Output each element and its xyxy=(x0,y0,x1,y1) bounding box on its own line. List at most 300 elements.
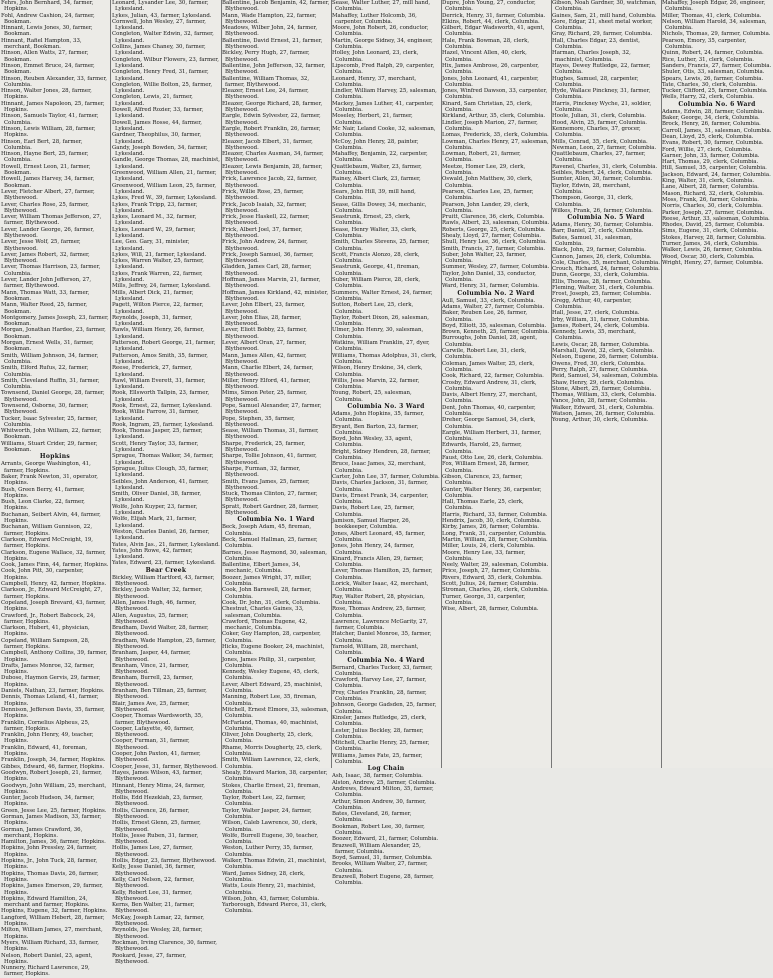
list-item: Rhodes, David, 25, farmer, Columbia. xyxy=(662,222,765,229)
list-item: Mann, Charlie Elbert, 24, farmer, Blythewood. xyxy=(222,365,314,378)
list-item: Williams, James Fate, 25, farmer, Columbia. xyxy=(332,752,423,766)
list-item: Bickley, Perry Hugh, 27, farmer, Blythewood. xyxy=(222,50,310,63)
list-item: Wolfe, Burrell Eugene, 30, teacher, Columbia. xyxy=(222,832,319,846)
list-item: Thompson, George, 31, clerk, Columbia. xyxy=(552,195,633,208)
list-item: Montgomery, James Joseph, 23, farmer, Bookman. xyxy=(1,314,109,328)
list-item: Arrants, George Washington, 41, farmer, Hopkins. xyxy=(1,461,91,474)
list-item: Sumter, Allen, 30, farmer, Columbia. xyxy=(552,176,653,183)
list-item: Lykes, Warren Walter, 25, farmer, Lykesland. xyxy=(112,258,204,271)
list-item: Kinard, Sam Christian, 25, clerk, Columbia. xyxy=(442,100,533,114)
list-item: Cooper, Jesse, 31, farmer, Blythewood. xyxy=(112,763,218,770)
list-item: Lykes, Leonard W., 29, farmer, Lykesland. xyxy=(112,226,196,239)
list-item: Ballentine, David Ernest, 21, farmer, Blythewood. xyxy=(222,37,323,51)
list-item: Rhame, Morris Dougherty, 25, clerk, Columbia. xyxy=(222,744,323,758)
list-item: Lever, Charles Rose, 25, farmer, Blythewood. xyxy=(1,201,89,214)
list-item: Long, Frank, 31, carpenter, Columbia. xyxy=(442,530,547,537)
list-item: Stokes, Charlie Ernest, 21, fireman, Columbia. xyxy=(222,782,321,795)
list-item: Cook, John Pitt, 30, carpenter, Hopkins. xyxy=(1,568,84,581)
list-item: Bernard, Charles Tucker, 33, farmer, Columbia. xyxy=(332,664,433,677)
list-item: Neely, Walter, 29, salesman, Columbia. xyxy=(442,562,549,569)
list-item: Barnes, Jesse Raymond, 30, salesman, Columbia. xyxy=(222,549,328,562)
list-item: Smith, William Johnson, 34, farmer, Columbia. xyxy=(1,352,99,365)
list-item: Adams, Walter, 27, farmer, Columbia. xyxy=(442,303,545,310)
list-item: Wells, Harry, 32, clerk, Columbia. xyxy=(662,94,755,101)
list-item: Clarkson, Hubert, 41, physician, Hopkins. xyxy=(1,625,90,638)
list-item: Seibles, Robert, 24, clerk, Columbia. xyxy=(552,170,653,177)
list-item: Nelson, Robert Daniel, 23, agent, Hopkins. xyxy=(1,952,93,965)
list-item: Moore, Henry Lee, 33, farmer, Columbia. xyxy=(442,549,526,562)
list-item: Ravenel, Charles, 31, clerk, Columbia. xyxy=(552,163,658,170)
list-item: Hollis, Jesse Ruben, 31, farmer, Blythewood. xyxy=(112,832,199,846)
section-heading: Bear Creek xyxy=(145,566,187,574)
list-item: Wise, Albert, 28, farmer, Columbia. xyxy=(442,606,539,613)
list-item: Brock, Henry, 26, farmer, Columbia. xyxy=(662,121,761,128)
list-item: Mills, Jeffrey, 24, farmer, Lykesland. xyxy=(112,283,211,290)
list-item: Mills, Albert Dick, 21, farmer, Lykesland. xyxy=(112,289,194,302)
list-item: Elkins, Robert, 44, clerk, Columbia. xyxy=(442,18,540,25)
list-item: Bates, Samuel, 31, salesman, Columbia. xyxy=(552,234,633,247)
list-item: Townsend, Daniel George, 28, farmer, Blythewood. xyxy=(1,390,105,403)
list-item: Cooper, Lafayette, 40, farmer, Blythewood. xyxy=(112,725,194,739)
list-item: Lykes, Frank Warren, 22, farmer, Lykesland. xyxy=(112,270,203,284)
list-item: Sease, William Thomas, 31, farmer, Blythewood. xyxy=(222,428,319,441)
list-item: Smith, Evans James, 25, farmer, Blythewood. xyxy=(222,478,310,491)
list-item: Barr, Daniel, 27, clerk, Columbia. xyxy=(552,228,644,235)
list-item: Hinnant, Lewis Jones, 30, farmer, Bookman. xyxy=(1,25,93,38)
list-item: Franklin, John Henry, 49, teacher, Hopkins. xyxy=(1,732,94,745)
list-item: Cornwell, John Wesley, 27, farmer, Lykesland. xyxy=(112,18,206,32)
list-item: Brooks, William Walter, 27, farmer, Columbia. xyxy=(332,861,428,874)
list-item: Reynolds, Joe Wesley, 28, farmer, Blythewood. xyxy=(112,927,203,940)
list-item: Ballentine, Elbert James, 34, mechanic, Columbia. xyxy=(222,562,301,575)
list-item: Jones, Albert Leonard, 45, farmer, Columbia. xyxy=(332,530,426,543)
list-item: Tate, Charles, 30, clerk, Columbia. xyxy=(662,81,757,88)
list-item: Hoole, Julian, 31, clerk, Columbia. xyxy=(552,113,646,120)
list-item: Gibson, Noah Gardner, 30, watchman, Columbia. xyxy=(552,0,657,13)
list-item: Fleming, Walter, 31, clerk, Columbia. xyxy=(552,285,654,292)
list-item: Eleazer, Lewis Benjamin, 28, farmer, Blythewood. xyxy=(222,163,323,177)
list-item: Shaw, Henry, 29, clerk, Columbia. xyxy=(552,379,645,386)
list-item: McFarland, Thomas, 40, machinist, Columbia. xyxy=(222,719,319,732)
list-item: Crouch, Richard, 24, farmer, Columbia. xyxy=(552,266,660,273)
list-item: Sanders, Francis, 27, farmer, Columbia. xyxy=(662,62,772,69)
list-item: Burroughs, John Daniel, 28, agent, Columbia. xyxy=(442,335,538,348)
list-item: Congleton, Willie Bolton, 25, farmer, Lykesland. xyxy=(112,81,213,95)
list-item: Yates, Alvin Jas., 21, farmer, Lykesland. xyxy=(112,541,220,548)
list-item: Sprague, Thomas Walker, 34, farmer, Lykesland. xyxy=(112,453,214,466)
list-item: Marshall, David, 32, clerk, Columbia. xyxy=(552,348,655,355)
list-item: Shealy, Lloyd, 27, farmer, Columbia. xyxy=(442,232,542,239)
section-heading: Columbia No. 3 Ward xyxy=(347,403,425,410)
list-item: Brown, Kenneth, 25, farmer, Columbia. xyxy=(442,329,550,336)
list-item: Jackson, Edward, 24, farmer, Columbia. xyxy=(662,171,771,178)
list-item: Frick, Albert Joel, 37, farmer, Blythewood. xyxy=(222,226,303,239)
list-item: Frick, Jacob Isaiah, 32, farmer, Blythewood. xyxy=(222,201,307,214)
list-item: Wright, Henry, 27, farmer, Columbia. xyxy=(662,259,764,266)
list-item: Rawl, William Everett, 31, farmer, Lykesland. xyxy=(112,377,206,391)
list-item: Hayes, Dewey Rutledge, 22, farmer, Columbia. xyxy=(552,62,651,76)
list-item: Hall, Jesse, 27, clerk, Columbia. xyxy=(552,310,640,317)
list-item: Pearson, Emory, 35, carpenter, Columbia. xyxy=(662,37,747,51)
list-item: Roberts, George, 25, clerk, Columbia. xyxy=(442,226,546,233)
list-item: Newman, Leon, 27, farmer, Columbia. xyxy=(552,144,657,151)
list-item: Lowman, Robert, 21, farmer, Columbia. xyxy=(442,151,521,164)
list-item: Taylor, Robert Dixon, 26, salesman, Columbia. xyxy=(332,314,429,328)
list-item: Nelson, William Harold, 34, salesman, Columbia. xyxy=(662,18,767,32)
list-item: Eleazer, George Richard, 28, farmer, Blythewood. xyxy=(222,100,323,114)
list-item: Edwards, Harold, 25, farmer, Columbia. xyxy=(442,442,522,455)
list-item: Ballentine, Jacob Benjamin, 42, farmer, Blythewood. xyxy=(222,0,330,13)
list-item: Gandy, Joseph Bowden, 34, farmer, Lykesland. xyxy=(112,144,208,158)
list-item: Suber, William Pierce, 28, clerk, Columbia. xyxy=(332,277,421,290)
list-item: Baker, George, 34, clerk, Columbia. xyxy=(662,115,760,122)
list-item: Hill, Samuel, 35, carpenter, Columbia. xyxy=(662,165,767,172)
list-item: Nichols, Thomas, 29, farmer, Columbia. xyxy=(662,31,771,38)
list-item: Gunter, Jacob Hudson, 34, farmer, Hopkins. xyxy=(1,795,95,808)
list-item: Weston, Charles Daniel, 26, farmer, Lykesland. xyxy=(112,528,210,542)
list-item: Bates, Cleveland, 26, farmer, Columbia. xyxy=(332,811,412,824)
list-item: James, Robert, 24, clerk, Columbia. xyxy=(552,322,650,329)
list-item: Sutton, Robert Lee, 25, clerk, Columbia. xyxy=(332,302,414,315)
list-item: Dreher, George Samuel, 34, clerk, Columbia. xyxy=(442,417,536,430)
list-item: Rice, Luther, 31, clerk, Columbia. xyxy=(662,56,754,63)
list-item: Brazwell, William Alexander, 25, farmer, Columbia. xyxy=(332,842,421,855)
section-heading: Columbia No. 2 Ward xyxy=(457,289,535,297)
list-item: Campbell, Henry, 42, farmer, Hopkins. xyxy=(1,581,107,588)
list-item: Kennedy, Lewis, 35, merchant, Columbia. xyxy=(552,329,636,342)
list-item: Wolfe, Elijah Mark, 21, farmer, Lykesland. xyxy=(112,516,197,529)
list-item: Hinson, Reuben Alexander, 33, farmer, Columbia. xyxy=(1,75,108,88)
list-item: Hall, Thomas Earle, 25, clerk, Columbia. xyxy=(442,499,524,512)
list-item: Lykes, Frank Tripp, 23, farmer, Lykesland. xyxy=(112,201,198,214)
list-item: Lowman, Charles Henry, 27, salesman, Columbia. xyxy=(442,138,549,151)
list-item: Eleazer, Charles Ausman, 34, farmer, Blythewood. xyxy=(222,151,324,164)
list-item: Bush, Leon Clarke, 22, farmer, Hopkins. xyxy=(1,499,85,512)
list-item: Hinson, Lewis William, 28, farmer, Hopkins. xyxy=(1,125,96,139)
list-item: Fohl, Andrew Cashion, 24, farmer, Bookman. xyxy=(1,12,95,25)
list-item: Wilson, Caleb Lawrence, 30, clerk, Columbia. xyxy=(222,820,318,833)
list-item: Turner, George, 31, carpenter, Columbia. xyxy=(442,593,526,606)
list-item: Cooper, Furman, 31, farmer, Blythewood. xyxy=(112,738,190,751)
list-item: Hollis, James Lee, 27, farmer, Blythewood. xyxy=(112,845,193,858)
list-item: Kennemore, Charles, 37, grocer, Columbia. xyxy=(552,125,641,139)
list-item: Spears, Lewis, 26, farmer, Columbia. xyxy=(662,75,764,82)
list-item: Bush, Green Berry, 41, farmer, Hopkins. xyxy=(1,486,85,499)
text-column xyxy=(0,0,111,978)
list-item: Miller, Louis, 24, clerk, Columbia. xyxy=(442,543,535,550)
list-item: Branham, Vince, 21, farmer, Blythewood. xyxy=(112,662,190,676)
list-item: Mann, Walter Reed, 25, farmer, Bookman. xyxy=(1,302,88,315)
list-item: Tucker, Isaac Sylvester, 25, farmer, Columbia. xyxy=(1,415,98,428)
list-item: Miller, Henry Elford, 41, farmer, Blythewood. xyxy=(222,377,311,391)
list-item: Tucker, Clifford, 25, farmer, Columbia. xyxy=(662,88,768,95)
list-item: Allen, Augustus, 25, farmer, Blythewood. xyxy=(112,612,189,625)
list-item: Eargle, William Herbert, 31, farmer, Columbia. xyxy=(442,429,542,443)
list-item: Watts, Louis Henry, 21, machinist, Columbia. xyxy=(222,883,316,896)
list-item: Howell, James Harvey, 34, farmer, Bookman. xyxy=(1,176,95,189)
list-item: Williams, Stuart Crider, 29, farmer, Bookman. xyxy=(1,440,98,454)
list-item: Sears, John Hill, 39, mill hand, Columbia. xyxy=(332,188,416,202)
list-item: Seastrunk, Ernest, 25, clerk, Columbia. xyxy=(332,214,411,227)
list-item: Garner, John, 33, farmer, Columbia. xyxy=(662,152,760,159)
list-item: Shealy, Edward Marion, 38, carpenter, Columbia. xyxy=(222,769,328,783)
list-item: Ford, Willie, 27, clerk, Columbia. xyxy=(662,146,753,153)
list-item: Hinson, Earl Bert, 28, farmer, Columbia. xyxy=(1,138,83,151)
list-item: Congleton, Henry Fred, 31, farmer, Lykesland. xyxy=(112,69,209,82)
list-item: Oliver, John Dougherty, 25, clerk, Columbia. xyxy=(222,732,314,745)
text-column xyxy=(661,0,773,768)
list-item: Young, Arthur, 30, clerk, Columbia. xyxy=(552,417,649,424)
list-item: Lever, Lander George, 26, farmer, Blythewood. xyxy=(1,226,95,239)
list-item: Faust, Otto Lee, 26, clerk, Columbia. xyxy=(442,455,543,462)
list-item: Branham, Jasper, 44, farmer, Blythewood. xyxy=(112,650,191,663)
list-item: Lipscomb, Fred Ralph, 29, carpenter, Columbia. xyxy=(332,62,435,76)
list-item: Goodwyn, John William, 25, merchant, Hopkins. xyxy=(1,782,107,795)
list-item: Langford, William Hebert, 28, farmer, Hopkins. xyxy=(1,914,105,928)
list-item: Sease, Henry Walter, 33, clerk, Columbia. xyxy=(332,226,417,239)
list-item: Harris, Pinckney Wyche, 21, soldier, Columbia. xyxy=(552,100,652,114)
list-item: Moss, Frank, 26, farmer, Columbia. xyxy=(662,196,759,203)
list-item: Davis, Albert Henry, 27, merchant, Columbia. xyxy=(442,392,538,405)
list-item: Kennedy, Wesley Eugene, 45, clerk, Columbia. xyxy=(222,669,320,682)
list-item: Taylor, Edwin, 28, merchant, Columbia. xyxy=(552,182,631,195)
list-item: Franklin, Joseph, 34, farmer, Hopkins. xyxy=(1,757,106,764)
list-item: Cole, Charles, 35, merchant, Columbia. xyxy=(552,259,660,266)
list-item: Dubose, Haymon Gervis, 29, farmer, Hopkins. xyxy=(1,675,101,688)
list-item: Hinnant, James Napoleon, 25, farmer, Hopkins. xyxy=(1,100,105,114)
list-item: Collins, James Chaney, 30, farmer, Lykesland. xyxy=(112,44,206,57)
list-item: Franklin, Edward, 41, foreman, Hopkins. xyxy=(1,744,88,758)
list-item: Frick, Joseph Samuel, 36, farmer, Blythewood. xyxy=(222,251,314,265)
list-item: Walker, Lewis, 26, farmer, Columbia. xyxy=(662,247,763,254)
list-item: Hendrix, Jacob, 30, clerk, Columbia. xyxy=(442,518,542,525)
list-item: Rainey, Albert Clark, 23, farmer, Columbia. xyxy=(332,176,421,189)
list-item: Frick, Willie Rose, 25, farmer, Blythewood. xyxy=(222,188,304,202)
list-item: Dunn, George, 33, clerk, Columbia. xyxy=(552,272,649,279)
list-item: Clarkson, Jr., Edward McCreight, 27, farmer, Hopkins. xyxy=(1,587,103,600)
list-item: Mitchell, Ernest Elmore, 33, salesman, Columbia. xyxy=(222,706,329,720)
list-item: Kelly, Robert Lee, 31, farmer, Blythewood. xyxy=(112,889,193,902)
list-item: Summers, Walter Ernest, 24, farmer, Columbia. xyxy=(332,289,433,302)
list-item: Sease, Gillis Dowey, 34, mechanic, Columbia. xyxy=(332,201,427,214)
list-item: Lykes, Fred W., 39, farmer, Lykesland. xyxy=(112,195,217,202)
list-item: Eleazer, Jacob Elbert, 31, farmer, Blythewood. xyxy=(222,138,313,151)
list-item: Hopkins, James Emerson, 29, farmer, Hopkins. xyxy=(1,883,104,896)
list-item: Watkins, William Franklin, 27, dyer, Columbia. xyxy=(332,340,430,353)
list-item: Dowell, James Rosse, 44, farmer, Lykesland. xyxy=(112,119,202,132)
list-item: Copeland, William Sampson, 28, farmer, Hopkins. xyxy=(1,637,90,650)
list-item: Gregg, Arthur, 40, carpenter, Columbia. xyxy=(552,297,632,310)
list-item: Lewis, Oscar, 28, farmer, Columbia. xyxy=(552,341,650,348)
list-item: Hinson, Walter Jones, 28, farmer, Hopkins. xyxy=(1,88,92,101)
section-heading: Columbia No. 6 Ward xyxy=(678,100,756,108)
list-item: Whitworth, John William, 22, farmer, Bookman. xyxy=(1,428,102,441)
list-item: Buchanan, Seibert Alvin, 44, farmer, Hopkins. xyxy=(1,511,101,525)
list-item: Coker, Guy Hampton, 28, carpenter, Columbia. xyxy=(222,631,321,644)
list-item: Gardner, Theophilus, 30, farmer, Lykesland. xyxy=(112,132,202,145)
list-item: Hopkins, John Pressley, 24, farmer, Hopkins. xyxy=(1,845,97,858)
list-item: Miller, Thomas, 41, clerk, Columbia. xyxy=(662,12,762,19)
list-item: Dowell, Alfred Rozier, 33, farmer, Lykesland. xyxy=(112,107,204,120)
list-item: Parker, Joseph, 27, farmer, Columbia. xyxy=(662,209,765,216)
list-item: Mims, Simon Peter, 25, farmer, Blythewood. xyxy=(222,390,307,403)
list-item: Hicks, Eugene Booker, 24, machinist, Columbia. xyxy=(222,643,325,657)
list-item: Cooper, Thomas Wardsworth, 35, farmer, Blythewood. xyxy=(112,713,203,726)
list-item: Frost, Joseph, 25, farmer, Columbia. xyxy=(552,291,652,298)
list-item: Hall, Charles Edgar, 23, dentist, Columbia. xyxy=(552,37,640,51)
list-item: Wood, Oscar, 30, clerk, Columbia. xyxy=(662,253,755,260)
list-item: Pope, Samuel Alexander, 27, farmer, Blythewood. xyxy=(222,403,322,416)
list-item: Frick, John Andrew, 24, farmer, Blythewood. xyxy=(222,239,308,252)
list-item: Gunter, Walter Henry, 36, carpenter, Columbia. xyxy=(442,486,542,499)
list-item: Green, Jesse Lee, 25, farmer, Hopkins. xyxy=(1,807,107,814)
list-item: Lykes, Will, 21, farmer, Lykesland. xyxy=(112,251,207,258)
list-item: Pope, Stephen, 35, farmer, Blythewood. xyxy=(222,415,295,428)
list-item: Shull, Henry Lee, 36, clerk, Columbia. xyxy=(442,239,547,246)
list-item: Rookard, Jesse, 27, farmer, Blythewood. xyxy=(112,952,187,965)
list-item: Perry, Ralph, 27, farmer, Columbia. xyxy=(552,366,649,373)
list-item: Price, Joseph, 27, farmer, Columbia. xyxy=(442,568,541,575)
list-item: Moore, John Robert, 26, conductor, Columbia. xyxy=(332,25,429,38)
list-item: Goodwyn, Robert Joseph, 21, farmer, Hopkins. xyxy=(1,769,102,783)
list-item: Irby, William, 31, farmer, Columbia. xyxy=(552,316,650,323)
list-item: Baker, Frank Newton, 31, operator, Hopkins. xyxy=(1,473,98,487)
list-item: Lee, Geo. Gary, 31, minister, Lykesland. xyxy=(112,239,190,252)
list-item: Ellis, Thomas, 28, farmer, Columbia. xyxy=(552,278,652,285)
list-item: Gray, Richard, 29, farmer, Columbia. xyxy=(552,31,653,38)
section-heading: Columbia No. 4 Ward xyxy=(347,656,425,664)
list-item: Kelly, Carl Nelson, 22, farmer, Blythewood. xyxy=(112,876,195,890)
list-item: Hix, James Ambrose, 26, carpenter, Columbia. xyxy=(442,62,539,76)
list-item: Lever, Albert Edward, 25, machinist, Columbia. xyxy=(222,681,323,695)
list-item: Yates, Edward, 23, farmer, Lykesland. xyxy=(112,560,216,567)
list-item: King, Walter, 31, clerk, Columbia. xyxy=(662,178,755,185)
list-item: Lane, Albert, 28, farmer, Columbia. xyxy=(662,184,759,191)
list-item: Aull, Samuel, 33, clerk, Columbia. xyxy=(442,297,536,304)
list-item: Dent, John Thomas, 40, carpenter, Columbia. xyxy=(442,404,536,417)
list-item: Gorman, James Crawford, 36, merchant, Hopkins. xyxy=(1,826,83,839)
list-item: Davis, Robert Lee, 25, farmer, Columbia. xyxy=(332,505,415,518)
list-item: Hazel, Vincent Allen, 40, clerk, Columbia. xyxy=(442,50,527,63)
list-item: Harris, Richard, 33, farmer, Columbia. xyxy=(442,511,548,518)
list-item: Holley, John Leonard, 23, clerk, Columbia. xyxy=(332,50,419,63)
list-item: Spratt, Robert Gardner, 28, farmer, Blythewood. xyxy=(222,503,319,517)
list-item: Branham, Ben Tillman, 25, farmer, Blythewood. xyxy=(112,688,207,701)
list-item: Lomas, Frederick, 35, clerk, Columbia. xyxy=(442,132,549,139)
list-item: Frey, Charles Franklin, 28, farmer, Columbia. xyxy=(332,689,427,703)
list-item: Eargle, Edwin Sylvester, 22, farmer, Blythewood. xyxy=(222,113,321,126)
list-item: Drafts, James Monroe, 32, farmer, Hopkins. xyxy=(1,662,95,676)
list-item: Mackey, James Luther, 41, carpenter, Columbia. xyxy=(332,100,434,114)
list-item: Mitchell, Charlie Henry, 25, farmer, Columbia. xyxy=(332,740,430,753)
text-column xyxy=(331,0,442,887)
list-item: Rawls, Albert, 23, salesman, Columbia. xyxy=(442,220,550,227)
list-item: Howell, Ernest Leon, 21, farmer, Bookman. xyxy=(1,163,91,177)
list-item: Owens, Fred, 30, clerk, Columbia. xyxy=(552,360,646,367)
list-item: Williams, Thomas Adolphus, 31, clerk, Columbia. xyxy=(332,352,437,365)
list-item: Lester, Julius Beckley, 28, farmer, Columbia. xyxy=(332,727,424,740)
list-item: Shuler, Otis, 33, salesman, Columbia. xyxy=(662,69,765,76)
list-item: Stuck, Thomas Clinton, 27, farmer, Blythewood. xyxy=(222,491,318,504)
text-column xyxy=(221,0,332,915)
section-heading: Columbia No. 1 Ward xyxy=(237,516,315,524)
list-item: Crawford, Thomas Eugene, 42, mechanic, Columbia. xyxy=(222,618,308,632)
list-item: Blair, James Ave, 25, farmer, Blythewood. xyxy=(112,700,190,713)
list-item: Hyde, Wallace Pinckney, 31, farmer, Columbia. xyxy=(552,88,651,101)
list-item: Davis, Ernest Frank, 34, carpenter, Columbia. xyxy=(332,492,429,506)
list-item: Hollis, Edgar, 23, farmer, Blythewood. xyxy=(112,858,217,865)
list-item: Moseley, Herbert, 21, farmer, Columbia. xyxy=(332,113,413,126)
list-item: Rivers, Edward, 35, clerk, Columbia. xyxy=(442,574,543,581)
list-item: Mann, Thomas Watt, 33, farmer, Bookman. xyxy=(1,289,90,302)
list-item: Lykes, Leonard M., 32, farmer, Lykesland. xyxy=(112,214,197,227)
list-item: Wilson, John, 43, farmer, Columbia. xyxy=(222,895,320,902)
list-item: Scott, Francis Alonzo, 28, clerk, Columbia. xyxy=(332,251,420,265)
list-item: Scott, Henry Taylor, 33, farmer, Lykesland. xyxy=(112,440,199,454)
list-item: Hollis, Clarence, 26, farmer, Blythewood. xyxy=(112,807,190,820)
list-item: Sharpe, Tollie Johnson, 41, farmer, Blythewood. xyxy=(222,453,317,466)
list-item: Hinson, Allen Watts, 27, farmer, Bookman. xyxy=(1,50,89,63)
list-item: Ballentine, John Jefferson, 32, farmer, Blythewood. xyxy=(222,62,326,76)
list-item: McKay, Joseph Lamar, 22, farmer, Blythewood. xyxy=(112,914,205,928)
list-item: Reid, Samuel, 34, salesman, Columbia. xyxy=(552,373,659,380)
list-item: Summer, Wesley, 27, farmer, Columbia. xyxy=(442,264,550,271)
list-item: Ward, James Sidney, 28, clerk, Columbia. xyxy=(222,870,305,883)
list-item: Stone, Albert, 25, farmer, Columbia. xyxy=(552,385,652,392)
list-item: Quattlebaum, Charles, 27, farmer, Columbia. xyxy=(552,151,646,164)
list-item: Smith, Elford Rufus, 22, farmer, Columbia. xyxy=(1,365,89,378)
list-item: Kirkland, Arthur, 35, clerk, Columbia. xyxy=(442,113,546,120)
list-item: Smith, Francis, 27, farmer, Columbia. xyxy=(442,245,546,252)
list-item: Hayes, James Wilson, 43, farmer, Blythewood. xyxy=(112,769,203,783)
list-item: Jones, Winfred Dawson, 33, carpenter, Columbia. xyxy=(442,88,548,101)
list-item: Pearson, John Lander, 29, clerk, Columbia. xyxy=(442,201,530,214)
list-item: Fox, William Ernest, 28, farmer, Columbia. xyxy=(442,461,530,474)
list-item: Mills, Conrad, 35, clerk, Columbia. xyxy=(552,138,648,145)
list-item: Clarkson, Eugene Wallace, 32, farmer, Hopkins. xyxy=(1,549,106,562)
list-item: Hatcher, Daniel Monroe, 35, farmer, Columbia. xyxy=(332,631,432,644)
list-item: Ballentine, William Thomas, 32, farmer, Blythewood. xyxy=(222,75,310,88)
list-item: Hollis, Ernest Glenn, 25, farmer, Blythewood. xyxy=(112,820,201,833)
list-item: Stroman, Charles, 26, clerk, Columbia. xyxy=(442,587,549,594)
list-item: Congleton, Wilbur Flowers, 23, farmer, Lykesland. xyxy=(112,56,219,69)
list-item: Rook, Ernest, 22, farmer, Lykesland. xyxy=(112,403,212,409)
list-item: Hinson, Hayne Bert, 25, farmer, Columbia. xyxy=(1,151,89,164)
list-item: McCoy, John Henry, 28, painter, Columbia. xyxy=(332,138,419,151)
list-item: Allen, James Hugh, 46, farmer, Blythewood. xyxy=(112,599,197,613)
list-item: Townsend, Osborne, 30, farmer, Blythewood. xyxy=(1,403,89,416)
list-item: Crosby, Edward Andrew, 31, clerk, Columbia. xyxy=(442,379,537,392)
list-item: Mc Nair, Leland Cooke, 32, salesman, Columbia. xyxy=(332,125,436,139)
list-item: Martin, William, 28, farmer, Columbia. xyxy=(442,536,548,543)
text-column xyxy=(551,0,662,768)
list-item: Quattlebaum, Walter, 23, farmer, Columbia. xyxy=(332,163,422,177)
list-item: Copeland, Joseph Brevard, 43, farmer, Hopkins. xyxy=(1,599,106,613)
list-item: Gladden, James Carl, 28, farmer, Blythewood. xyxy=(222,264,312,277)
list-item: Willis, Jesse Marvin, 22, farmer, Columbia. xyxy=(332,377,420,391)
list-item: Johnson, George Gadsden, 25, farmer, Columbia. xyxy=(332,702,437,715)
list-item: Lever, Lander John Jefferson, 27, farmer, Blythewood. xyxy=(1,277,92,290)
list-item: Martin, George Sidney, 34, engineer, Columbia. xyxy=(332,37,433,51)
list-item: Hinnant, Henry Mims, 24, farmer, Blythewood. xyxy=(112,782,205,795)
list-item: Jamison, Samuel Harper, 26, bookkeeper, Columbia. xyxy=(332,518,411,531)
list-item: Congleton, Walter Edwin, 32, farmer, Lykesland. xyxy=(112,31,214,44)
list-item: Boyd, Elliott, 35, salesman, Columbia. xyxy=(442,322,547,329)
list-item: Smith, Charles Stevens, 25, farmer, Columbia. xyxy=(332,239,430,252)
list-item: Hollis, Edd Hezekiah, 23, farmer, Blythewood. xyxy=(112,795,203,808)
list-item: Eargle, Robert Franklin, 26, farmer, Blythewood. xyxy=(222,125,321,139)
list-item: Walker, Edward, 31, clerk, Columbia. xyxy=(552,404,654,411)
